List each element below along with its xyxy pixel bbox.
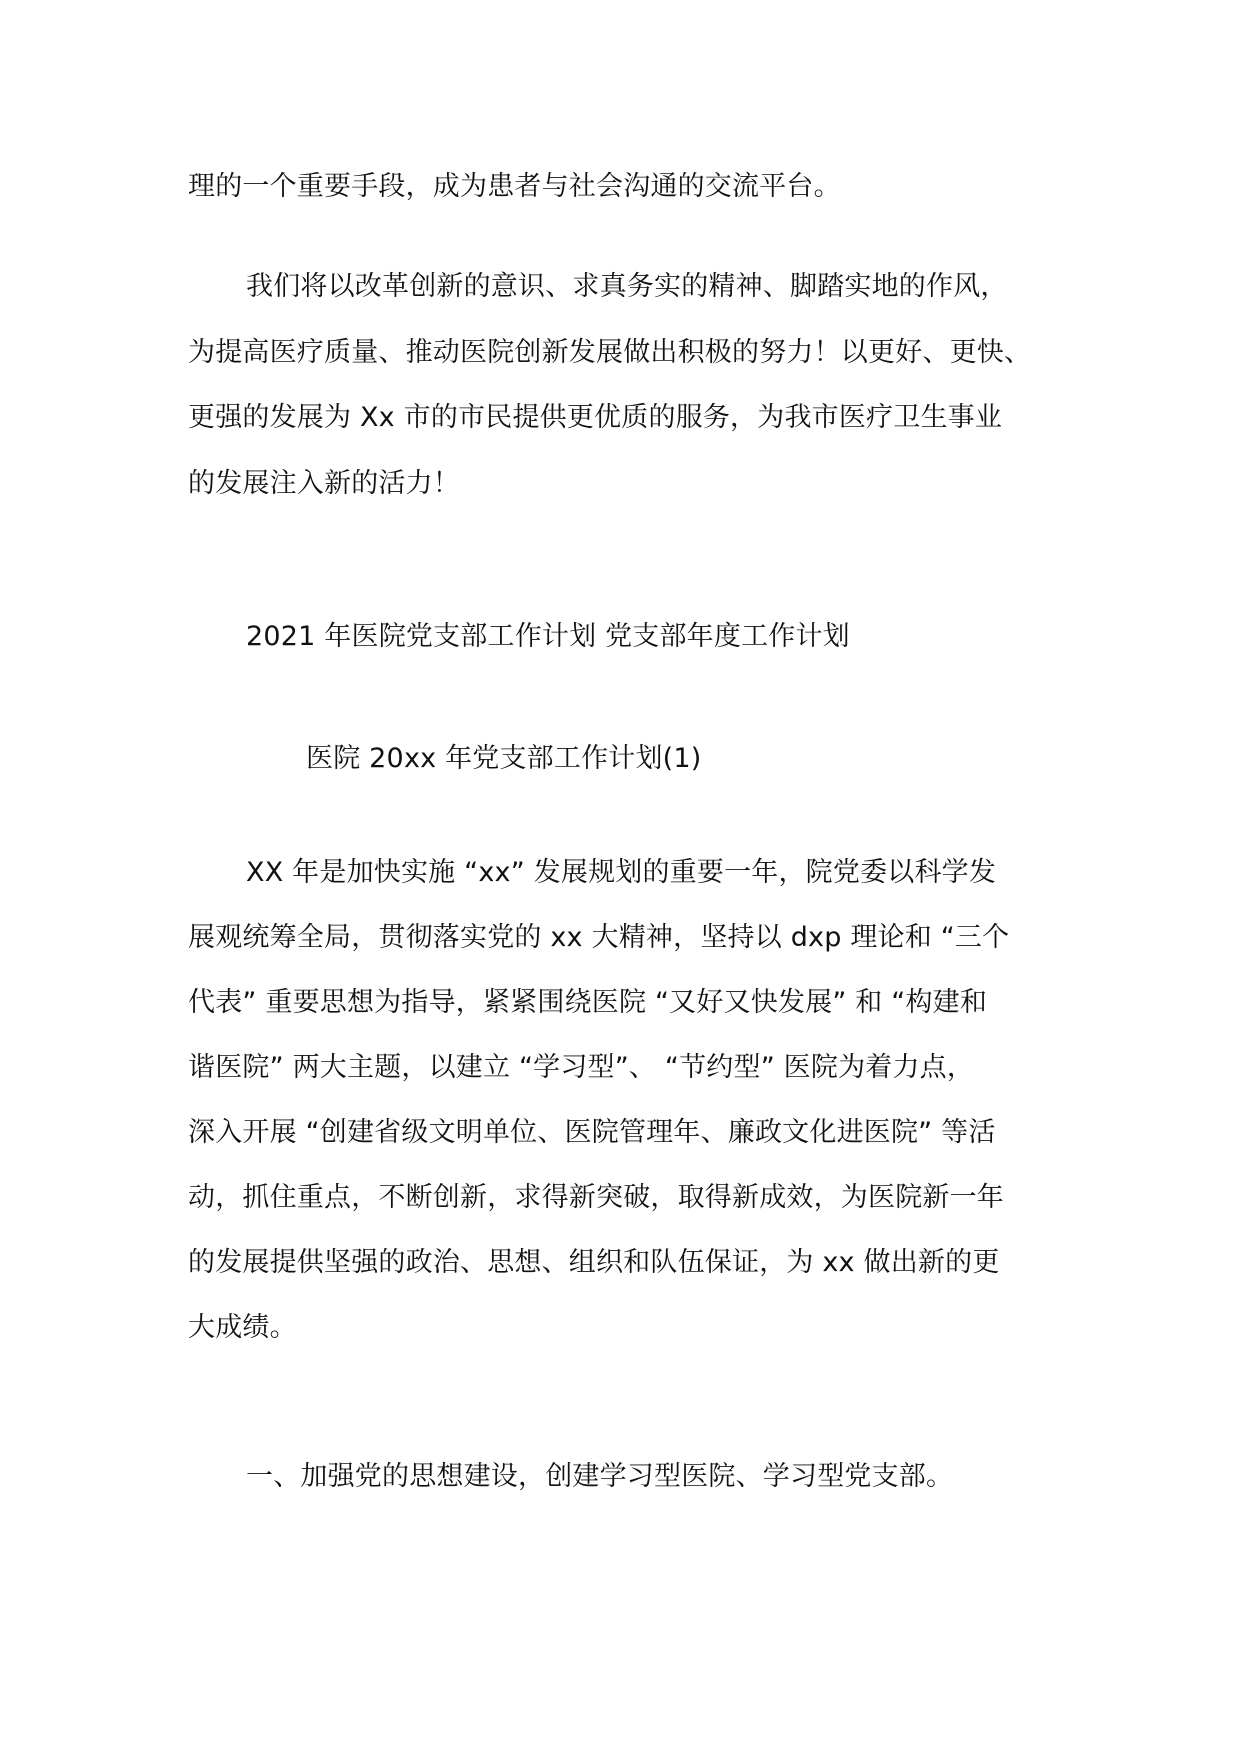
paragraph-line: 展观统筹全局，贯彻落实党的 xx 大精神，坚持以 dxp 理论和 “三个 xyxy=(188,922,1010,953)
paragraph-line: 的发展提供坚强的政治、思想、组织和队伍保证，为 xx 做出新的更 xyxy=(188,1247,1000,1278)
paragraph-line: XX 年是加快实施 “xx” 发展规划的重要一年，院党委以科学发 xyxy=(246,857,997,888)
paragraph-line: 理的一个重要手段，成为患者与社会沟通的交流平台。 xyxy=(188,171,841,202)
paragraph-line: 动，抓住重点，不断创新，求得新突破，取得新成效，为医院新一年 xyxy=(188,1182,1004,1213)
section-heading: 一、加强党的思想建设，创建学习型医院、学习型党支部。 xyxy=(246,1461,954,1492)
paragraph-line: 谐医院” 两大主题，以建立 “学习型”、 “节约型” 医院为着力点， xyxy=(188,1052,975,1083)
paragraph-line: 大成绩。 xyxy=(188,1312,297,1343)
paragraph-line: 更强的发展为 Xx 市的市民提供更优质的服务，为我市医疗卫生事业 xyxy=(188,402,1003,433)
paragraph-line: 的发展注入新的活力！ xyxy=(188,468,460,499)
document-subtitle: 医院 20xx 年党支部工作计划(1) xyxy=(306,743,702,774)
paragraph-line: 我们将以改革创新的意识、求真务实的精神、脚踏实地的作风， xyxy=(246,271,1008,302)
paragraph-line: 深入开展 “创建省级文明单位、医院管理年、廉政文化进医院” 等活 xyxy=(188,1117,996,1148)
document-title: 2021 年医院党支部工作计划 党支部年度工作计划 xyxy=(246,621,850,652)
paragraph-line: 代表” 重要思想为指导，紧紧围绕医院 “又好又快发展” 和 “构建和 xyxy=(188,987,988,1018)
paragraph-line: 为提高医疗质量、推动医院创新发展做出积极的努力！以更好、更快、 xyxy=(188,337,1032,368)
